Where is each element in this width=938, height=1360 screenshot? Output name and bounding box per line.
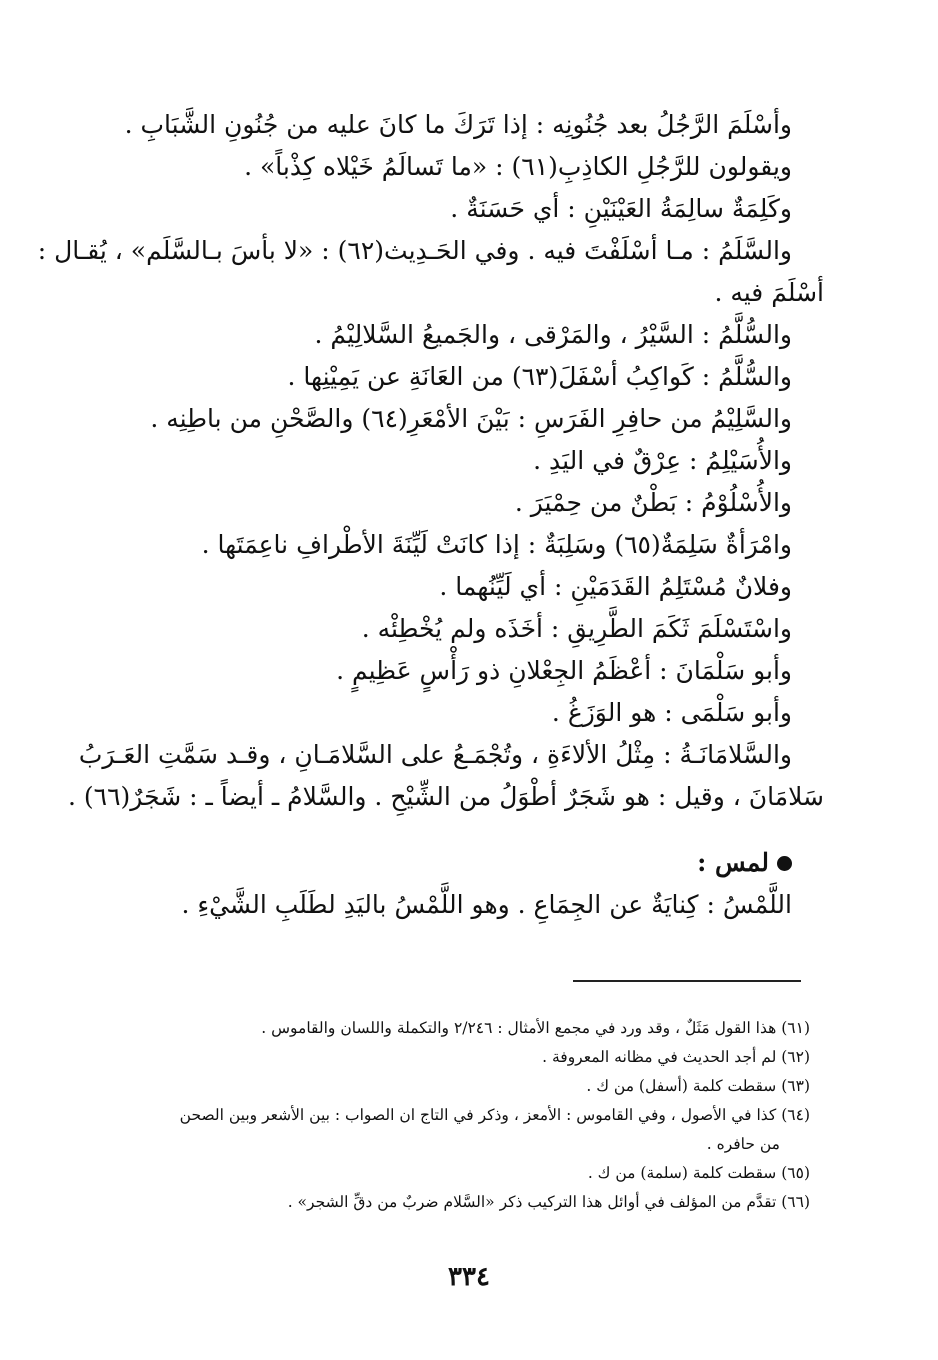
text-line: واسْتَسْلَمَ ثَكَمَ الطَّرِيقِ : أخَذَه ولم يُخْطِئْه . [361,614,792,643]
text-line: والأُسَيْلِمُ : عِرْقٌ في اليَدِ . [533,446,792,475]
text-line: وامْرَأةٌ سَلِمَةٌ(٦٥) وسَلِبَةٌ : إذا كانَتْ لَيِّنَةَ الأطْرافِ ناعِمَتَها . [201,530,792,559]
footnote: (٦٢) لم أجد الحديث في مظانه المعروفة . [542,1048,810,1066]
text-line: وأبو سَلْمَانَ : أعْظَمُ الجِعْلانِ ذو رَأْسٍ عَظِيمٍ . [336,656,792,685]
text-line: سَلامَانَ ، وقيل : هو شَجَرٌ أطْوَلُ من الشِّيْحِ . والسَّلامُ ـ أيضاً ـ : شَجَرٌ(٦٦) . [68,782,824,811]
footnote: (٦١) هذا القول مَثَلٌ ، وقد ورد في مجمع الأمثال : ٢/٢٤٦ والتكملة واللسان والقاموس . [261,1019,810,1037]
text-line: وأبو سَلْمَى : هو الوَزَغُ . [551,698,792,727]
footnotes [80,1014,810,1217]
text-line: وفلانٌ مُسْتَلِمُ القَدَمَيْنِ : أي لَيِّنُهما . [439,572,792,601]
text-line: وكَلِمَةٌ سالِمَةُ العَيْنَيْنِ : أي حَسَنَةٌ . [450,194,792,223]
text-line: والسَّلامَانَـةُ : مِثْلُ الألاءَةِ ، وتُجْمَـعُ على السَّلامَـانِ ، وقـد سَمَّتِ العَـرَبُ [78,740,792,769]
footnote: (٦٣) سقطت كلمة (أسفل) من ك . [586,1077,810,1095]
text-line: والسُّلَّمُ : كَواكِبُ أسْفَلَ(٦٣) من العَانَةِ عن يَمِيْنِها . [287,362,792,391]
text-line: وأسْلَمَ الرَّجُلُ بعد جُنُونِه : إذا تَرَكَ ما كانَ عليه من جُنُونِ الشَّبَابِ . [124,110,792,139]
main-text [37,104,824,926]
text-line: والأُسْلُوْمُ : بَطْنٌ من حِمْيَرَ . [514,488,792,517]
section-text: اللَّمْسُ : كِنايَةٌ عن الجِمَاعِ . وهو اللَّمْسُ باليَدِ لطَلَبِ الشَّيْءِ . [181,890,792,919]
entry-section [96,842,824,926]
footnote: (٦٥) سقطت كلمة (سلمة) من ك . [587,1164,810,1182]
text-line: ويقولون للرَّجُلِ الكاذِبِ(٦١) : «ما تَسالَمُ خَيْلاه كِذْباً» . [244,152,792,181]
text-line: والسَّلَمُ : مـا أسْلَفْتَ فيه . وفي الحَـدِيث(٦٢) : «لا بأسَ بـالسَّلَم» ، يُقـال : [37,236,792,265]
footnote: (٦٤) كذا في الأصول ، وفي القاموس : الأمعز ، وذكر في التاج ان الصواب : بين الأشعر وبين الصحن [179,1106,810,1124]
text-line: أسْلَمَ فيه . [714,278,824,307]
section-heading-text: لمس : [697,848,769,877]
footnote-divider [573,980,801,982]
footnote-continuation: من حافره . [706,1135,780,1153]
bullet-icon [777,856,792,871]
section-heading [96,842,824,884]
page-number: ٣٣٤ [448,1262,490,1292]
text-line: والسَّلِيْمُ من حافِرِ الفَرَسِ : بَيْنَ الأمْعَرِ(٦٤) والصَّحْنِ من باطِنِه . [150,404,792,433]
text-line: والسُّلَّمُ : السَّيْرُ ، والمَرْقى ، والجَميعُ السَّلالِيْمُ . [314,320,792,349]
footnote: (٦٦) تقدَّم من المؤلف في أوائل هذا التركيب ذكر «السَّلام ضربٌ من دقِّ الشجر» . [287,1193,810,1211]
